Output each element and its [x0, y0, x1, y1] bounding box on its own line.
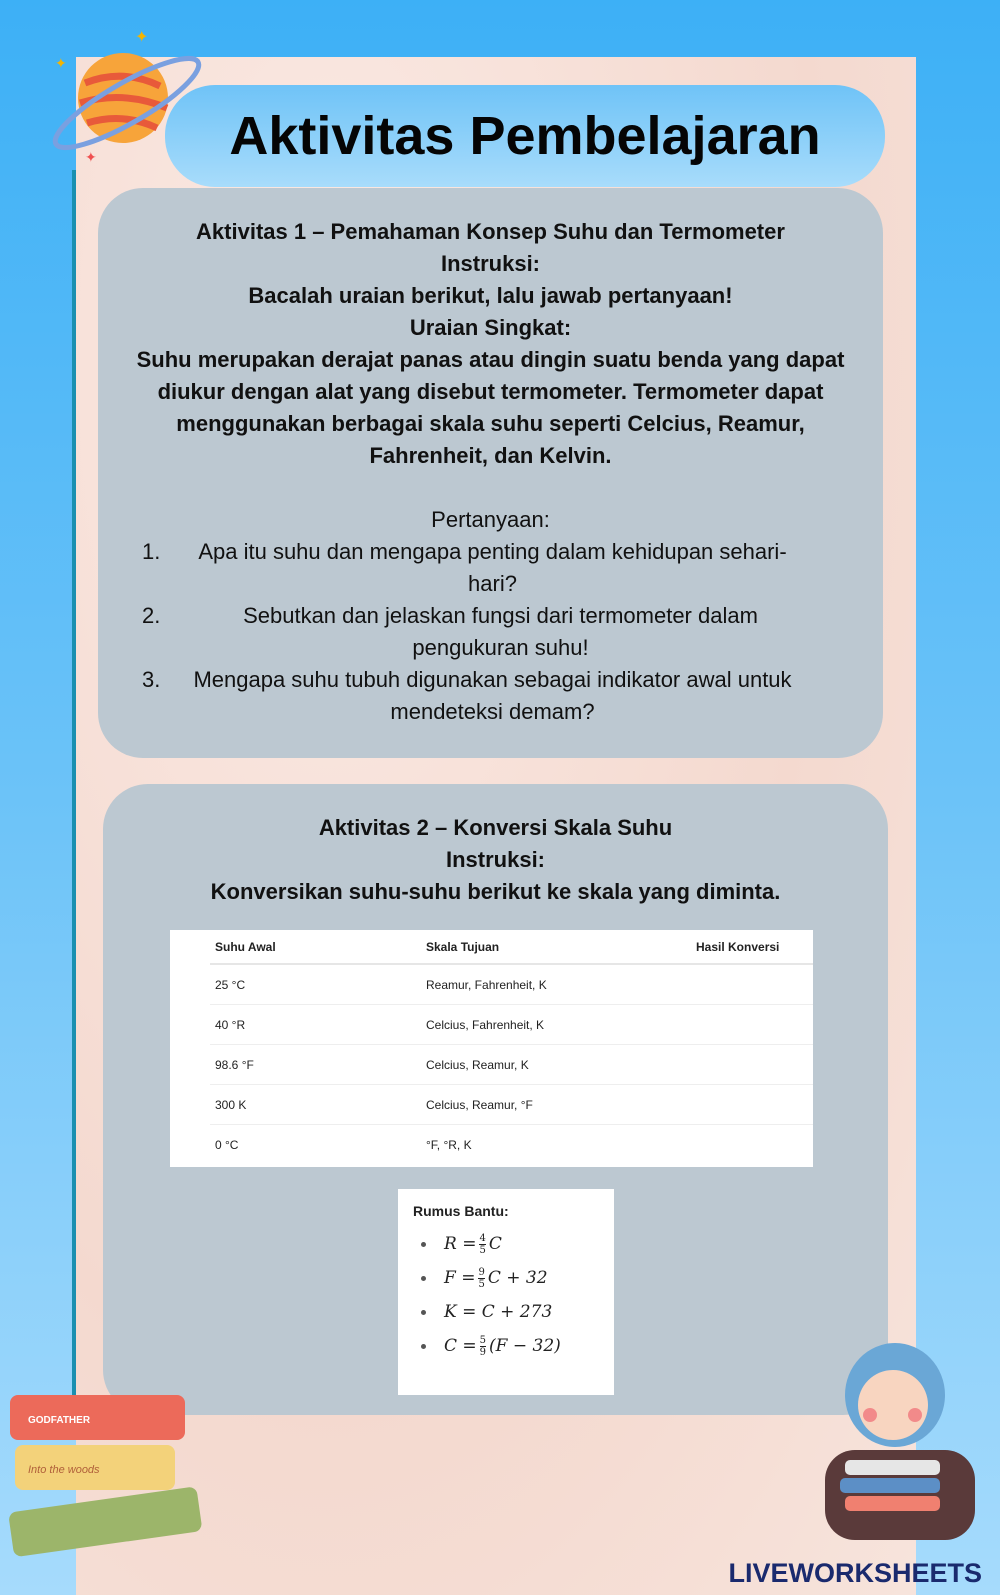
formula-item	[413, 1329, 614, 1363]
svg-text:✦: ✦	[85, 149, 97, 165]
cell: °F, °R, K	[426, 1138, 472, 1152]
column-header: Skala Tujuan	[426, 939, 500, 954]
cell: Reamur, Fahrenheit, K	[426, 977, 547, 992]
questions-list	[98, 536, 883, 728]
question-item	[134, 664, 847, 728]
table-row	[210, 965, 813, 1005]
denominator: 5	[479, 1244, 486, 1256]
svg-text:✦: ✦	[55, 55, 67, 71]
fraction	[479, 1233, 485, 1256]
table-row	[210, 1085, 813, 1125]
question-text: Apa itu suhu dan mengapa penting dalam kehidupan sehari-hari?	[198, 539, 787, 596]
formula-item	[413, 1227, 614, 1261]
formula-rhs: C	[488, 1234, 502, 1254]
conversion-table	[170, 930, 813, 1167]
table-row	[210, 1125, 813, 1165]
cell: Celcius, Reamur, °F	[426, 1097, 533, 1112]
question-item	[134, 600, 847, 664]
numerator: 4	[479, 1232, 486, 1244]
books-illustration	[0, 1385, 215, 1560]
questions-label: Pertanyaan:	[431, 507, 550, 532]
formula-title: Rumus Bantu:	[413, 1203, 509, 1219]
formula-rhs: (F − 32)	[489, 1336, 561, 1356]
denominator: 5	[478, 1278, 485, 1290]
activity-1-card	[98, 188, 883, 758]
instruction-text: Bacalah uraian berikut, lalu jawab pertanyaan!	[248, 283, 733, 308]
cards-column	[98, 188, 888, 1415]
formula-lhs: K = C + 273	[444, 1302, 553, 1322]
summary-label: Uraian Singkat:	[409, 315, 572, 340]
table-row	[210, 1005, 813, 1045]
numerator: 9	[478, 1266, 485, 1278]
svg-text:Into the woods: Into the woods	[28, 1464, 100, 1476]
table-header	[210, 930, 813, 965]
instruction-label: Instruksi:	[440, 251, 541, 276]
formula-lhs: C =	[444, 1336, 477, 1356]
girl-illustration	[805, 1340, 990, 1540]
question-number: 3.	[142, 667, 161, 692]
formula-item	[413, 1261, 614, 1295]
formula-lhs: R =	[444, 1234, 477, 1254]
denominator: 9	[479, 1346, 487, 1358]
summary-text: Suhu merupakan derajat panas atau dingin suatu benda yang dapat diukur dengan alat yang disebut termometer. Termometer dapat menggunakan berbagai skala suhu seperti Celcius, Reamur, Fahrenheit, dan Kelvin.	[136, 347, 845, 468]
cell: Celcius, Fahrenheit, K	[426, 1017, 545, 1032]
cell: 300 K	[215, 1097, 247, 1112]
question-item	[134, 536, 847, 600]
svg-text:GODFATHER: GODFATHER	[28, 1415, 91, 1426]
instruction-text: Konversikan suhu-suhu berikut ke skala yang diminta.	[210, 879, 781, 904]
cell: 40 °R	[215, 1017, 246, 1032]
table-row	[210, 1045, 813, 1085]
question-number: 2.	[142, 603, 161, 628]
question-text: Sebutkan dan jelaskan fungsi dari termometer dalam pengukuran suhu!	[243, 603, 758, 660]
svg-text:✦: ✦	[135, 29, 149, 46]
formula-box	[398, 1189, 614, 1395]
question-text: Mengapa suhu tubuh digunakan sebagai indikator awal untuk mendeteksi demam?	[193, 667, 792, 724]
fraction	[478, 1267, 484, 1290]
page-title: Aktivitas Pembelajaran	[229, 106, 821, 166]
title-banner	[165, 85, 885, 187]
liveworksheets-logo: LIVEWORKSHEETS	[728, 1558, 982, 1588]
activity-2-card	[103, 784, 888, 1415]
column-header: Suhu Awal	[215, 939, 276, 954]
column-header: Hasil Konversi	[696, 939, 780, 954]
question-number: 1.	[142, 539, 161, 564]
formula-lhs: F =	[444, 1268, 476, 1288]
cell: 98.6 °F	[215, 1057, 254, 1072]
activity-2-heading: Aktivitas 2 – Konversi Skala Suhu	[318, 815, 673, 840]
cell: Celcius, Reamur, K	[426, 1057, 529, 1072]
paper-edge	[72, 170, 76, 1420]
numerator: 5	[479, 1334, 487, 1346]
fraction	[480, 1335, 486, 1358]
formula-item	[413, 1295, 614, 1329]
cell: 0 °C	[215, 1138, 239, 1152]
activity-1-heading: Aktivitas 1 – Pemahaman Konsep Suhu dan Termometer	[196, 219, 785, 244]
formula-rhs: C + 32	[487, 1268, 548, 1288]
instruction-label: Instruksi:	[445, 847, 546, 872]
cell: 25 °C	[215, 977, 246, 992]
